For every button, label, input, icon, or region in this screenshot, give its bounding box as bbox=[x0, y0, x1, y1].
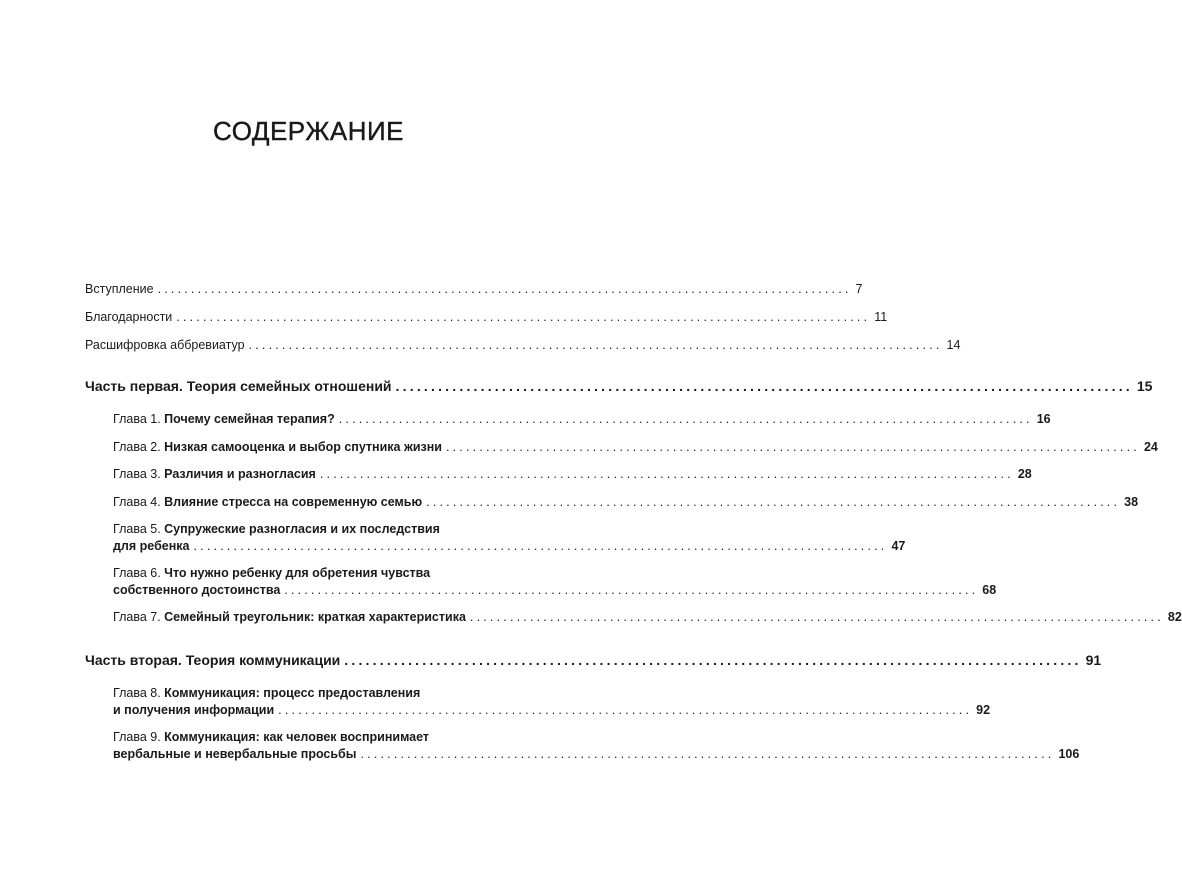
toc-chapter-3[interactable] bbox=[113, 466, 1032, 481]
toc-entry-label: Расшифровка аббревиатур bbox=[85, 338, 245, 352]
dot-leader: ........................................................................................................ bbox=[338, 411, 1033, 426]
chapter-prefix: Глава 6. bbox=[113, 566, 161, 580]
chapter-title-continued: собственного достоинства bbox=[113, 583, 281, 597]
toc-part-2[interactable] bbox=[85, 652, 1102, 668]
dot-leader: ........................................................................................................ bbox=[469, 609, 1164, 624]
dot-leader: ........................................................................................................ bbox=[395, 378, 1133, 394]
toc-page-number: 47 bbox=[891, 539, 906, 553]
toc-chapter-7[interactable] bbox=[113, 609, 1182, 624]
toc-part-label: Часть первая. Теория семейных отношений bbox=[85, 378, 392, 394]
chapter-title: Влияние стресса на современную семью bbox=[164, 495, 423, 509]
toc-chapter-2[interactable] bbox=[113, 439, 1158, 454]
chapter-title: Коммуникация: процесс предоставления bbox=[164, 686, 421, 700]
chapter-title-continued: вербальные и невербальные просьбы bbox=[113, 747, 357, 761]
dot-leader: ........................................................................................................ bbox=[284, 582, 979, 597]
chapter-prefix: Глава 5. bbox=[113, 522, 161, 536]
dot-leader: ........................................................................................................ bbox=[426, 494, 1121, 509]
toc-page-number: 14 bbox=[946, 338, 961, 352]
toc-entry-label: Благодарности bbox=[85, 310, 173, 324]
chapter-title: Что нужно ребенку для обретения чувства bbox=[164, 566, 431, 580]
chapter-title: Низкая самооценка и выбор спутника жизни bbox=[164, 440, 442, 454]
toc-page-number: 38 bbox=[1124, 495, 1139, 509]
toc-entry-acknowledgements[interactable] bbox=[85, 309, 888, 324]
chapter-title: Коммуникация: как человек воспринимает bbox=[164, 730, 430, 744]
page-title: СОДЕРЖАНИЕ bbox=[212, 116, 404, 146]
toc-page-number: 11 bbox=[874, 310, 888, 324]
dot-leader: ........................................................................................................ bbox=[445, 439, 1140, 454]
toc-chapter-6[interactable] bbox=[113, 566, 997, 597]
dot-leader: ........................................................................................................ bbox=[157, 281, 852, 296]
chapter-title-continued: для ребенка bbox=[113, 539, 190, 553]
toc-page-number: 28 bbox=[1017, 467, 1032, 481]
chapter-prefix: Глава 7. bbox=[113, 610, 161, 624]
chapter-prefix: Глава 9. bbox=[113, 730, 161, 744]
toc-page-number: 68 bbox=[982, 583, 997, 597]
chapter-prefix: Глава 8. bbox=[113, 686, 161, 700]
toc-chapter-9[interactable] bbox=[113, 730, 1080, 761]
toc-entry-abbreviations[interactable] bbox=[85, 337, 961, 352]
toc-page-number: 15 bbox=[1136, 378, 1153, 394]
chapter-prefix: Глава 2. bbox=[113, 440, 161, 454]
chapter-title: Семейный треугольник: краткая характеристика bbox=[164, 610, 466, 624]
chapter-prefix: Глава 4. bbox=[113, 495, 161, 509]
toc-chapter-5[interactable] bbox=[113, 522, 906, 553]
toc-entry-introduction[interactable] bbox=[85, 281, 863, 296]
toc-part-label: Часть вторая. Теория коммуникации bbox=[85, 652, 341, 668]
toc-chapter-4[interactable] bbox=[113, 494, 1139, 509]
dot-leader: ........................................................................................................ bbox=[278, 702, 973, 717]
toc-page-number: 24 bbox=[1143, 440, 1158, 454]
dot-leader: ........................................................................................................ bbox=[176, 309, 871, 324]
toc-page-number: 16 bbox=[1036, 412, 1051, 426]
toc-page-number: 92 bbox=[976, 703, 991, 717]
chapter-title-continued: и получения информации bbox=[113, 703, 275, 717]
dot-leader: ........................................................................................................ bbox=[344, 652, 1082, 668]
chapter-title: Различия и разногласия bbox=[164, 467, 316, 481]
dot-leader: ........................................................................................................ bbox=[319, 466, 1014, 481]
toc-page-number: 7 bbox=[855, 282, 863, 296]
toc-chapter-8[interactable] bbox=[113, 686, 991, 717]
dot-leader: ........................................................................................................ bbox=[360, 746, 1055, 761]
chapter-title: Супружеские разногласия и их последствия bbox=[164, 522, 440, 536]
toc-chapter-1[interactable] bbox=[113, 411, 1051, 426]
chapter-prefix: Глава 3. bbox=[113, 467, 161, 481]
dot-leader: ........................................................................................................ bbox=[193, 538, 888, 553]
toc-page-number: 82 bbox=[1167, 610, 1182, 624]
toc-page-number: 106 bbox=[1058, 747, 1080, 761]
toc-page-number: 91 bbox=[1085, 652, 1102, 668]
chapter-title: Почему семейная терапия? bbox=[164, 412, 335, 426]
dot-leader: ........................................................................................................ bbox=[248, 337, 943, 352]
chapter-prefix: Глава 1. bbox=[113, 412, 161, 426]
toc-part-1[interactable] bbox=[85, 378, 1153, 394]
toc-entry-label: Вступление bbox=[85, 282, 154, 296]
